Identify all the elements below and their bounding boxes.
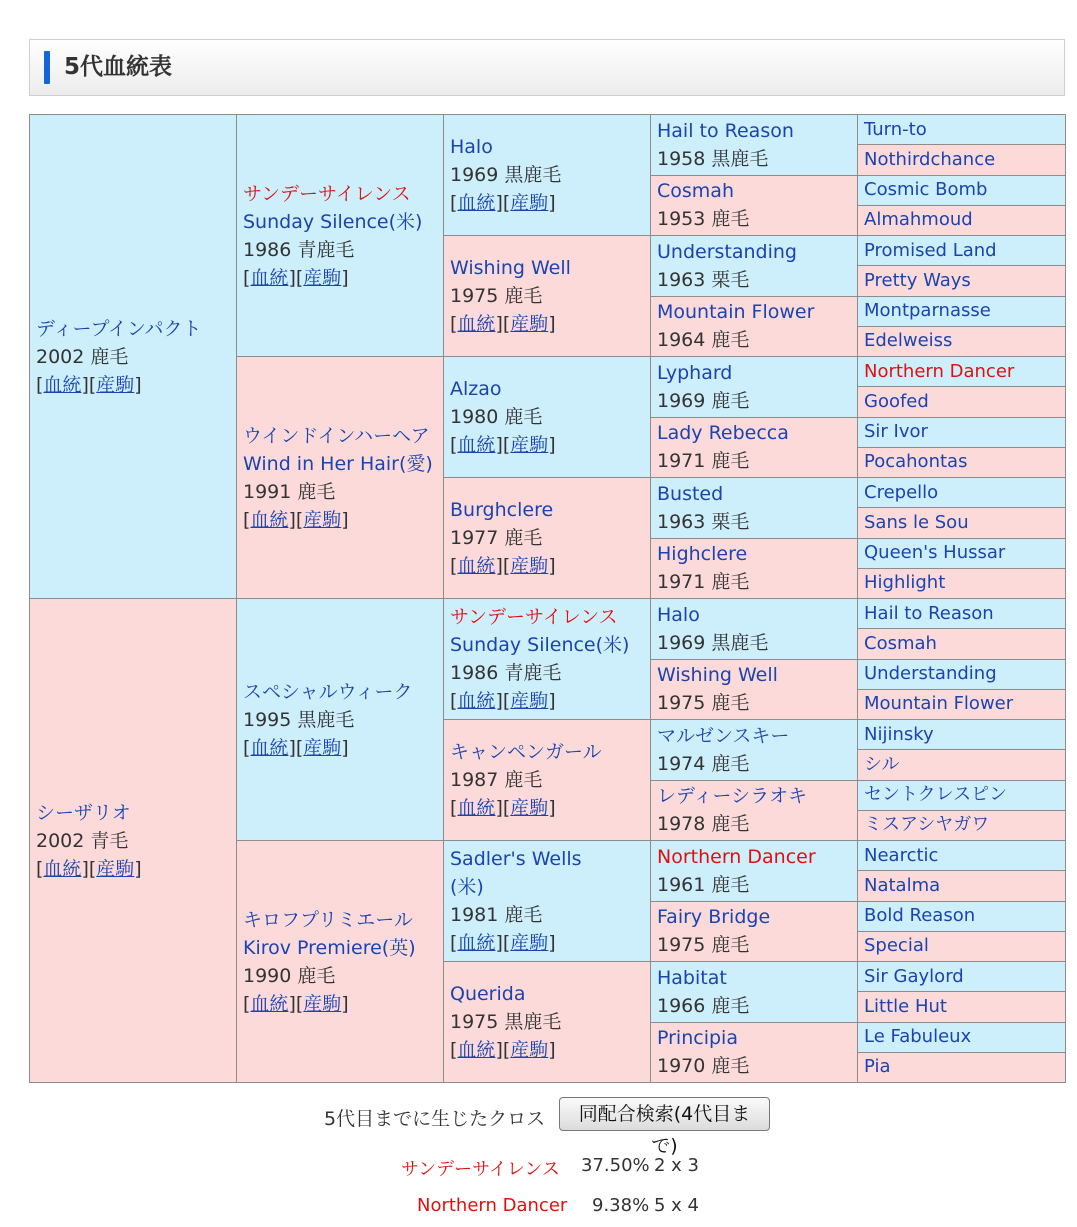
horse-links: [血統][産駒] xyxy=(450,690,556,712)
pedigree-cell-gen4 xyxy=(651,296,858,357)
pedigree-cell-gen5 xyxy=(858,357,1066,387)
same-mating-search-button[interactable]: 同配合検索(4代目まで) xyxy=(559,1097,770,1131)
horse-name[interactable]: Burghclere xyxy=(450,499,554,521)
horse-name[interactable]: Mountain Flower xyxy=(864,693,1014,715)
offspring-link[interactable]: 産駒 xyxy=(303,266,342,289)
pedigree-cell-gen3 xyxy=(444,478,651,599)
pedigree-cell-gen5 xyxy=(858,478,1066,508)
horse-name[interactable]: Pocahontas xyxy=(864,451,968,473)
cross-generation: 2 x 3 xyxy=(654,1155,699,1176)
pedigree-cell-gen1 xyxy=(30,599,237,1083)
pedigree-cell-gen5 xyxy=(858,326,1066,356)
horse-year-color: 1980 鹿毛 xyxy=(450,406,543,428)
pedigree-cell-gen5 xyxy=(858,901,1066,931)
horse-links: [血統][産駒] xyxy=(36,857,142,880)
horse-name[interactable]: Sir Gaylord xyxy=(864,965,964,987)
pedigree-cell-gen5 xyxy=(858,115,1066,145)
pedigree-link[interactable]: 血統 xyxy=(250,508,289,531)
offspring-link[interactable]: 産駒 xyxy=(510,932,549,954)
horse-year-color: 1964 鹿毛 xyxy=(657,329,750,352)
horse-name[interactable]: シル xyxy=(864,753,900,775)
horse-name-en[interactable]: Sunday Silence(米) xyxy=(450,634,630,656)
pedigree-cell-gen1 xyxy=(30,115,237,599)
horse-name[interactable]: Highlight xyxy=(864,572,946,594)
horse-year-color: 1953 鹿毛 xyxy=(657,208,750,231)
pedigree-cell-gen5 xyxy=(858,659,1066,689)
accent-bar xyxy=(44,51,50,84)
horse-name[interactable]: ディープインパクト xyxy=(36,317,202,340)
offspring-link[interactable]: 産駒 xyxy=(510,797,549,819)
horse-year-color: 2002 鹿毛 xyxy=(36,345,129,368)
horse-year-color: 1963 栗毛 xyxy=(657,268,750,291)
pedigree-table xyxy=(29,114,1066,1083)
pedigree-cell-gen3 xyxy=(444,236,651,357)
horse-name[interactable]: Principia xyxy=(657,1027,738,1050)
pedigree-link[interactable]: 血統 xyxy=(457,797,496,819)
horse-name[interactable]: Busted xyxy=(657,482,724,505)
horse-year-color: 1986 青鹿毛 xyxy=(243,238,355,261)
horse-links: [血統][産駒] xyxy=(450,313,556,335)
horse-name[interactable]: Cosmic Bomb xyxy=(864,179,988,201)
pedigree-link[interactable]: 血統 xyxy=(457,932,496,954)
offspring-link[interactable]: 産駒 xyxy=(510,434,549,456)
offspring-link[interactable]: 産駒 xyxy=(303,736,342,759)
pedigree-cell-gen5 xyxy=(858,417,1066,447)
horse-name[interactable]: レディーシラオキ xyxy=(657,785,808,808)
offspring-link[interactable]: 産駒 xyxy=(510,555,549,577)
horse-name[interactable]: Bold Reason xyxy=(864,905,976,927)
pedigree-cell-gen4 xyxy=(651,538,858,599)
cross-percent: 9.38% xyxy=(592,1195,650,1216)
pedigree-cell-gen5 xyxy=(858,387,1066,417)
pedigree-cell-gen5 xyxy=(858,689,1066,719)
horse-name[interactable]: Crepello xyxy=(864,481,939,503)
horse-year-color: 1969 鹿毛 xyxy=(657,389,750,412)
horse-links: [血統][産駒] xyxy=(450,434,556,456)
horse-name[interactable]: ウインドインハーヘア xyxy=(243,424,430,447)
horse-name[interactable]: Pia xyxy=(864,1056,891,1078)
offspring-link[interactable]: 産駒 xyxy=(303,992,342,1015)
pedigree-cell-gen4 xyxy=(651,478,858,539)
horse-name[interactable]: サンデーサイレンス xyxy=(450,606,618,628)
horse-name[interactable]: Montparnasse xyxy=(864,300,991,322)
pedigree-cell-gen5 xyxy=(858,599,1066,629)
horse-name[interactable]: Nearctic xyxy=(864,844,939,866)
pedigree-cell-gen3 xyxy=(444,720,651,841)
horse-name[interactable]: キャンペンガール xyxy=(450,741,602,763)
horse-name[interactable]: Halo xyxy=(657,603,700,626)
horse-name[interactable]: Little Hut xyxy=(864,995,947,1017)
horse-year-color: 1977 鹿毛 xyxy=(450,527,543,549)
pedigree-cell-gen5 xyxy=(858,871,1066,901)
horse-name[interactable]: ミスアシヤガワ xyxy=(864,814,990,836)
section-header xyxy=(29,39,1065,96)
pedigree-cell-gen4 xyxy=(651,659,858,720)
pedigree-cell-gen4 xyxy=(651,901,858,962)
pedigree-cell-gen3 xyxy=(444,599,651,720)
horse-links: [血統][産駒] xyxy=(243,508,349,531)
horse-name[interactable]: マルゼンスキー xyxy=(657,724,790,747)
pedigree-link[interactable]: 血統 xyxy=(250,992,289,1015)
pedigree-cell-gen5 xyxy=(858,175,1066,205)
horse-name[interactable]: Highclere xyxy=(657,543,748,566)
horse-name[interactable]: Promised Land xyxy=(864,239,997,261)
pedigree-cell-gen5 xyxy=(858,992,1066,1022)
offspring-link[interactable]: 産駒 xyxy=(96,373,135,396)
horse-name[interactable]: シーザリオ xyxy=(36,801,131,824)
page-title: 5代血統表 xyxy=(64,54,173,80)
horse-year-color: 1971 鹿毛 xyxy=(657,571,750,594)
horse-name-en[interactable]: (米) xyxy=(450,876,484,898)
horse-year-color: 2002 青毛 xyxy=(36,829,129,852)
pedigree-link[interactable]: 血統 xyxy=(457,192,496,214)
horse-links: [血統][産駒] xyxy=(450,555,556,577)
horse-year-color: 1991 鹿毛 xyxy=(243,480,336,503)
horse-name[interactable]: Understanding xyxy=(864,663,997,685)
pedigree-cell-gen5 xyxy=(858,962,1066,992)
horse-links: [血統][産駒] xyxy=(450,1039,556,1061)
horse-year-color: 1969 黒鹿毛 xyxy=(657,631,769,654)
horse-year-color: 1975 鹿毛 xyxy=(657,934,750,957)
cross-item xyxy=(0,1155,1077,1181)
pedigree-link[interactable]: 血統 xyxy=(457,1039,496,1061)
horse-name[interactable]: Northern Dancer xyxy=(864,360,1015,382)
horse-year-color: 1971 鹿毛 xyxy=(657,450,750,473)
cross-header xyxy=(0,1096,1077,1157)
pedigree-cell-gen4 xyxy=(651,841,858,902)
horse-name[interactable]: Cosmah xyxy=(657,180,734,203)
offspring-link[interactable]: 産駒 xyxy=(510,1039,549,1061)
horse-name[interactable]: サンデーサイレンス xyxy=(243,182,411,205)
pedigree-cell-gen4 xyxy=(651,417,858,478)
pedigree-cell-gen5 xyxy=(858,750,1066,780)
pedigree-cell-gen4 xyxy=(651,357,858,418)
pedigree-cell-gen5 xyxy=(858,1022,1066,1052)
horse-name[interactable]: セントクレスピン xyxy=(864,784,1008,806)
pedigree-cell-gen5 xyxy=(858,145,1066,175)
pedigree-cell-gen5 xyxy=(858,508,1066,538)
horse-year-color: 1974 鹿毛 xyxy=(657,752,750,775)
pedigree-link[interactable]: 血統 xyxy=(250,736,289,759)
pedigree-cell-gen5 xyxy=(858,780,1066,810)
horse-name[interactable]: Sans le Sou xyxy=(864,511,969,533)
offspring-link[interactable]: 産駒 xyxy=(303,508,342,531)
pedigree-cell-gen5 xyxy=(858,810,1066,840)
pedigree-link[interactable]: 血統 xyxy=(457,555,496,577)
horse-name[interactable]: Pretty Ways xyxy=(864,269,971,291)
horse-name[interactable]: Queen's Hussar xyxy=(864,542,1006,564)
horse-name[interactable]: Hail to Reason xyxy=(657,119,794,142)
horse-name[interactable]: Lady Rebecca xyxy=(657,422,789,445)
pedigree-cell-gen2 xyxy=(237,841,444,1083)
pedigree-cell-gen4 xyxy=(651,115,858,176)
horse-links: [血統][産駒] xyxy=(243,736,349,759)
pedigree-cell-gen5 xyxy=(858,568,1066,598)
horse-links: [血統][産駒] xyxy=(36,373,142,396)
horse-links: [血統][産駒] xyxy=(243,266,349,289)
horse-name[interactable]: Sir Ivor xyxy=(864,421,928,443)
pedigree-cell-gen4 xyxy=(651,720,858,781)
pedigree-cell-gen3 xyxy=(444,962,651,1083)
horse-name[interactable]: Lyphard xyxy=(657,361,733,384)
pedigree-link[interactable]: 血統 xyxy=(457,313,496,335)
horse-links: [血統][産駒] xyxy=(243,992,349,1015)
pedigree-cell-gen5 xyxy=(858,720,1066,750)
horse-name[interactable]: Le Fabuleux xyxy=(864,1026,972,1048)
horse-name[interactable]: Halo xyxy=(450,136,493,158)
pedigree-cell-gen3 xyxy=(444,115,651,236)
offspring-link[interactable]: 産駒 xyxy=(510,192,549,214)
pedigree-link[interactable]: 血統 xyxy=(250,266,289,289)
horse-links: [血統][産駒] xyxy=(450,932,556,954)
pedigree-cell-gen4 xyxy=(651,236,858,297)
pedigree-link[interactable]: 血統 xyxy=(457,690,496,712)
pedigree-cell-gen2 xyxy=(237,357,444,599)
horse-name[interactable]: キロフプリミエール xyxy=(243,908,413,931)
horse-year-color: 1970 鹿毛 xyxy=(657,1055,750,1078)
pedigree-cell-gen5 xyxy=(858,447,1066,477)
pedigree-cell-gen4 xyxy=(651,175,858,236)
horse-name-en[interactable]: Wind in Her Hair(愛) xyxy=(243,452,433,475)
horse-name[interactable]: Nothirdchance xyxy=(864,148,996,170)
horse-year-color: 1986 青鹿毛 xyxy=(450,662,562,684)
horse-name[interactable]: スペシャルウィーク xyxy=(243,680,413,703)
pedigree-cell-gen4 xyxy=(651,962,858,1023)
pedigree-cell-gen4 xyxy=(651,780,858,841)
horse-name-en[interactable]: Kirov Premiere(英) xyxy=(243,936,416,959)
pedigree-link[interactable]: 血統 xyxy=(43,857,82,880)
horse-name[interactable]: Wishing Well xyxy=(657,664,778,687)
horse-name[interactable]: Hail to Reason xyxy=(864,602,994,624)
pedigree-cell-gen5 xyxy=(858,841,1066,871)
pedigree-cell-gen5 xyxy=(858,266,1066,296)
horse-year-color: 1987 鹿毛 xyxy=(450,769,543,791)
horse-year-color: 1990 鹿毛 xyxy=(243,964,336,987)
horse-name[interactable]: Almahmoud xyxy=(864,209,973,231)
pedigree-link[interactable]: 血統 xyxy=(43,373,82,396)
horse-name[interactable]: Alzao xyxy=(450,378,502,400)
horse-name[interactable]: Wishing Well xyxy=(450,257,571,279)
horse-name[interactable]: Edelweiss xyxy=(864,330,953,352)
horse-name[interactable]: Querida xyxy=(450,983,526,1005)
cross-generation: 5 x 4 xyxy=(654,1195,699,1216)
cross-item xyxy=(0,1195,1077,1221)
pedigree-cell-gen5 xyxy=(858,629,1066,659)
pedigree-cell-gen5 xyxy=(858,205,1066,235)
pedigree-cell-gen2 xyxy=(237,115,444,357)
horse-year-color: 1975 鹿毛 xyxy=(657,692,750,715)
pedigree-cell-gen5 xyxy=(858,296,1066,326)
horse-name[interactable]: Goofed xyxy=(864,390,929,412)
horse-name[interactable]: Natalma xyxy=(864,874,941,896)
horse-name[interactable]: Habitat xyxy=(657,966,727,989)
horse-year-color: 1958 黒鹿毛 xyxy=(657,147,769,170)
pedigree-cell-gen3 xyxy=(444,841,651,962)
horse-links: [血統][産駒] xyxy=(450,192,556,214)
horse-name[interactable]: Nijinsky xyxy=(864,723,934,745)
pedigree-cell-gen5 xyxy=(858,538,1066,568)
horse-year-color: 1961 鹿毛 xyxy=(657,873,750,896)
horse-name[interactable]: Cosmah xyxy=(864,632,937,654)
pedigree-cell-gen4 xyxy=(651,599,858,660)
pedigree-row xyxy=(30,599,1066,629)
pedigree-cell-gen5 xyxy=(858,236,1066,266)
cross-horse-name[interactable]: Northern Dancer xyxy=(417,1195,568,1216)
horse-year-color: 1981 鹿毛 xyxy=(450,904,543,926)
horse-year-color: 1975 黒鹿毛 xyxy=(450,1011,562,1033)
horse-year-color: 1995 黒鹿毛 xyxy=(243,708,355,731)
pedigree-row xyxy=(30,115,1066,145)
horse-name[interactable]: Turn-to xyxy=(864,118,927,140)
cross-label: 5代目までに生じたクロス xyxy=(324,1108,546,1130)
horse-name-en[interactable]: Sunday Silence(米) xyxy=(243,210,423,233)
pedigree-cell-gen2 xyxy=(237,599,444,841)
offspring-link[interactable]: 産駒 xyxy=(96,857,135,880)
cross-percent: 37.50% xyxy=(581,1155,650,1176)
horse-year-color: 1975 鹿毛 xyxy=(450,285,543,307)
horse-name[interactable]: Fairy Bridge xyxy=(657,906,771,929)
pedigree-link[interactable]: 血統 xyxy=(457,434,496,456)
pedigree-cell-gen5 xyxy=(858,1052,1066,1082)
horse-name[interactable]: Sadler's Wells xyxy=(450,848,582,870)
horse-name[interactable]: Special xyxy=(864,935,929,957)
horse-name[interactable]: Understanding xyxy=(657,240,797,263)
horse-year-color: 1963 栗毛 xyxy=(657,510,750,533)
horse-links: [血統][産駒] xyxy=(450,797,556,819)
horse-year-color: 1969 黒鹿毛 xyxy=(450,164,562,186)
horse-year-color: 1978 鹿毛 xyxy=(657,813,750,836)
offspring-link[interactable]: 産駒 xyxy=(510,313,549,335)
pedigree-cell-gen3 xyxy=(444,357,651,478)
horse-year-color: 1966 鹿毛 xyxy=(657,994,750,1017)
cross-horse-name[interactable]: サンデーサイレンス xyxy=(401,1159,560,1180)
pedigree-cell-gen5 xyxy=(858,931,1066,961)
horse-name[interactable]: Northern Dancer xyxy=(657,845,816,868)
offspring-link[interactable]: 産駒 xyxy=(510,690,549,712)
pedigree-cell-gen4 xyxy=(651,1022,858,1083)
horse-name[interactable]: Mountain Flower xyxy=(657,301,815,324)
